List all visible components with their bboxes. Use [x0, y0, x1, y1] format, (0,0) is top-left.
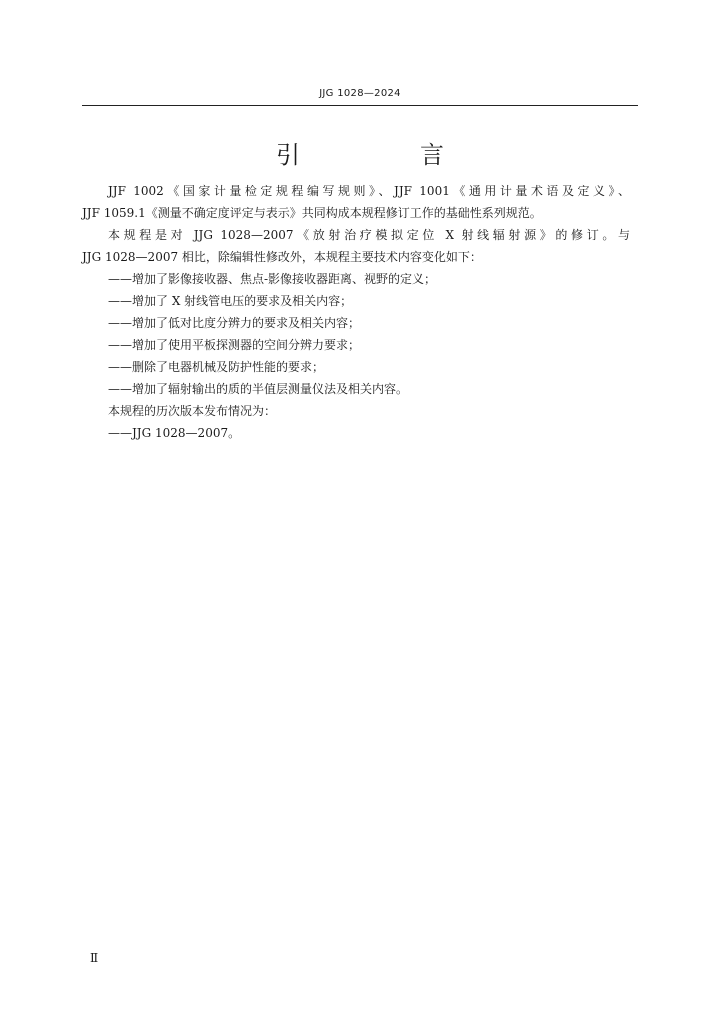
- change-item: ——增加了 X 射线管电压的要求及相关内容；: [108, 294, 353, 308]
- paragraph-1-line-1: JJF 1002《国家计量检定规程编写规则》、JJF 1001《通用计量术语及定义》、: [108, 184, 630, 198]
- change-item: ——增加了影像接收器、焦点-影像接收器距离、视野的定义；: [108, 272, 437, 286]
- header-code: JJG 1028—2024: [319, 88, 401, 99]
- paragraph-2-line-2: JJG 1028—2007 相比，除编辑性修改外，本规程主要技术内容变化如下：: [82, 250, 482, 264]
- history-intro: 本规程的历次版本发布情况为：: [108, 404, 277, 418]
- change-item: ——增加了辐射输出的质的半值层测量仪法及相关内容。: [108, 382, 409, 396]
- paragraph-2-line-1: 本规程是对 JJG 1028—2007《放射治疗模拟定位 X 射线辐射源》的修订。与: [108, 228, 630, 242]
- page-title: 引 言: [276, 141, 492, 169]
- document-body: [82, 180, 642, 444]
- paragraph-1-line-2: JJF 1059.1《测量不确定度评定与表示》共同构成本规程修订工作的基础性系列规范。: [82, 206, 542, 220]
- change-item: ——增加了低对比度分辨力的要求及相关内容；: [108, 316, 361, 330]
- page-number: Ⅱ: [90, 951, 99, 965]
- change-item: ——增加了使用平板探测器的空间分辨力要求；: [108, 338, 361, 352]
- header-rule: [82, 105, 638, 106]
- change-item: ——删除了电器机械及防护性能的要求；: [108, 360, 325, 374]
- history-item: ——JJG 1028—2007。: [108, 426, 241, 440]
